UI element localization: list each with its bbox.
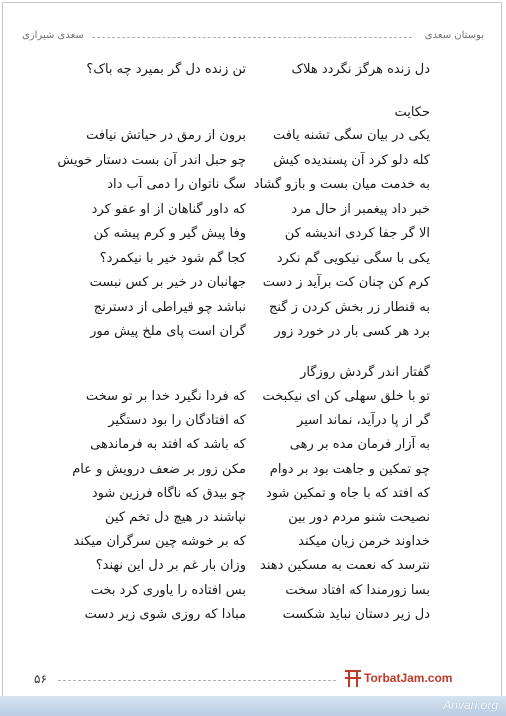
- hemistich-first: کله دلو کرد آن پسندیده کیش: [273, 152, 430, 168]
- hemistich-second: چو حبل اندر آن بست دستار خویش: [57, 152, 246, 168]
- hemistich-second: چو بیدق که ناگاه فرزین شود: [91, 485, 246, 501]
- watermark-text: Anvari.org: [443, 698, 498, 712]
- hemistich-second: جهانبان در خیر بر کس نبست: [89, 275, 246, 290]
- verse-row: [0, 251, 506, 271]
- verse-row: [0, 324, 506, 344]
- hemistich-first: به خدمت میان بست و بازو گشاد: [253, 177, 430, 192]
- hemistich-second: نباشد چو قیراطی از دسترنج: [93, 299, 246, 315]
- verse-row: [0, 389, 506, 409]
- verse-row: [0, 413, 506, 433]
- verse-row: [0, 534, 506, 554]
- page-header: [22, 30, 484, 46]
- header-divider: [92, 37, 412, 38]
- hemistich-first: کرم کن چنان کت برآید ز دست: [262, 275, 430, 290]
- verse-row: [0, 226, 506, 246]
- section-title: حکایت: [394, 105, 430, 120]
- verse-row: [0, 583, 506, 603]
- hemistich-second: مکن زور بر ضعف درویش و عام: [72, 461, 246, 477]
- book-title: بوستان سعدی: [424, 30, 484, 41]
- hemistich-first: دل زیر دستان نباید شکست: [282, 606, 430, 622]
- verse-row: [0, 437, 506, 457]
- hemistich-second: که داور گناهان از او عفو کرد: [91, 201, 246, 217]
- hemistich-second: که باشد که افتد به فرماندهی: [90, 437, 246, 453]
- hemistich-second: وزان بار غم بر دل این نهند؟: [95, 558, 246, 574]
- hemistich-first: یکی در بیان سگی تشنه یافت: [273, 128, 430, 143]
- hemistich-second: کجا گم شود خیر با نیکمرد؟: [99, 250, 246, 266]
- page-footer: [0, 668, 506, 694]
- hemistich-first: یکی با سگی نیکویی گم نکرد: [276, 250, 430, 266]
- verse-row: [0, 558, 506, 578]
- verse-row: [0, 153, 506, 173]
- hemistich-first: خبر داد پیغمبر از حال مرد: [291, 201, 430, 217]
- hemistich-second: که فردا نگیرد خدا بر تو سخت: [85, 389, 246, 404]
- section-title: گفتار اندر گردش روزگار: [300, 365, 430, 380]
- author-name: سعدی شیرازی: [22, 30, 84, 41]
- hemistich-second: گران است پای ملخ پیش مور: [90, 324, 246, 339]
- site-logo-text: TorbatJam.com: [364, 671, 453, 685]
- hemistich-first: خداوند خرمن زیان میکند: [298, 534, 430, 550]
- hemistich-first: نصیحت شنو مردم دور بین: [288, 510, 430, 525]
- hemistich-second: وفا پیش گیر و کرم پیشه کن: [93, 226, 246, 241]
- verse-row: [0, 300, 506, 320]
- opening-verse: [0, 62, 506, 82]
- hemistich-second: برون از رمق در حیاتش نیافت: [86, 128, 246, 143]
- hemistich-first: چو تمکین و جاهت بود بر دوام: [269, 461, 430, 477]
- verse-row: [0, 128, 506, 148]
- hemistich-first: تو با خلق سهلی کن ای نیکبخت: [262, 389, 430, 404]
- verse-row: [0, 486, 506, 506]
- verse-row: [0, 462, 506, 482]
- hemistich-first: بسا زورمندا که افتاد سخت: [285, 582, 430, 598]
- page-number: ۵۶: [34, 672, 47, 686]
- footer-divider: [58, 680, 336, 681]
- verse-row: [0, 607, 506, 627]
- logo-icon: [344, 668, 362, 688]
- hemistich-second: بس افتاده را یاوری کرد بخت: [90, 582, 246, 598]
- verse-row: [0, 510, 506, 530]
- hemistich-second: که بر خوشه چین سرگران میکند: [73, 534, 246, 550]
- hemistich-second: نپاشند در هیچ دل تخم کین: [105, 510, 246, 525]
- hemistich-first: برد هر کسی بار در خورد زور: [274, 324, 430, 339]
- hemistich-second: تن زنده دل گر بمیرد چه باک؟: [86, 62, 246, 77]
- hemistich-first: گر از پا درآید، نماند اسیر: [297, 413, 430, 429]
- watermark-bar: [0, 696, 506, 716]
- hemistich-second: سگ ناتوان را دمی آب داد: [107, 177, 246, 192]
- hemistich-first: به قنطار زر بخش کردن ز گنج: [268, 299, 430, 315]
- hemistich-first: الا گر جفا کردی اندیشه کن: [284, 226, 430, 241]
- hemistich-first: دل زنده هرگز نگردد هلاک: [291, 62, 430, 77]
- hemistich-first: که افتد که با جاه و تمکین شود: [265, 485, 430, 501]
- verse-row: [0, 202, 506, 222]
- hemistich-second: مبادا که روزی شوی زیر دست: [84, 606, 246, 622]
- hemistich-first: به آزار فرمان مده بر رهی: [289, 437, 430, 453]
- verse-row: [0, 177, 506, 197]
- hemistich-second: که افتادگان را بود دستگیر: [108, 413, 246, 429]
- verse-row: [0, 275, 506, 295]
- hemistich-first: نترسد که نعمت به مسکین دهند: [260, 558, 430, 574]
